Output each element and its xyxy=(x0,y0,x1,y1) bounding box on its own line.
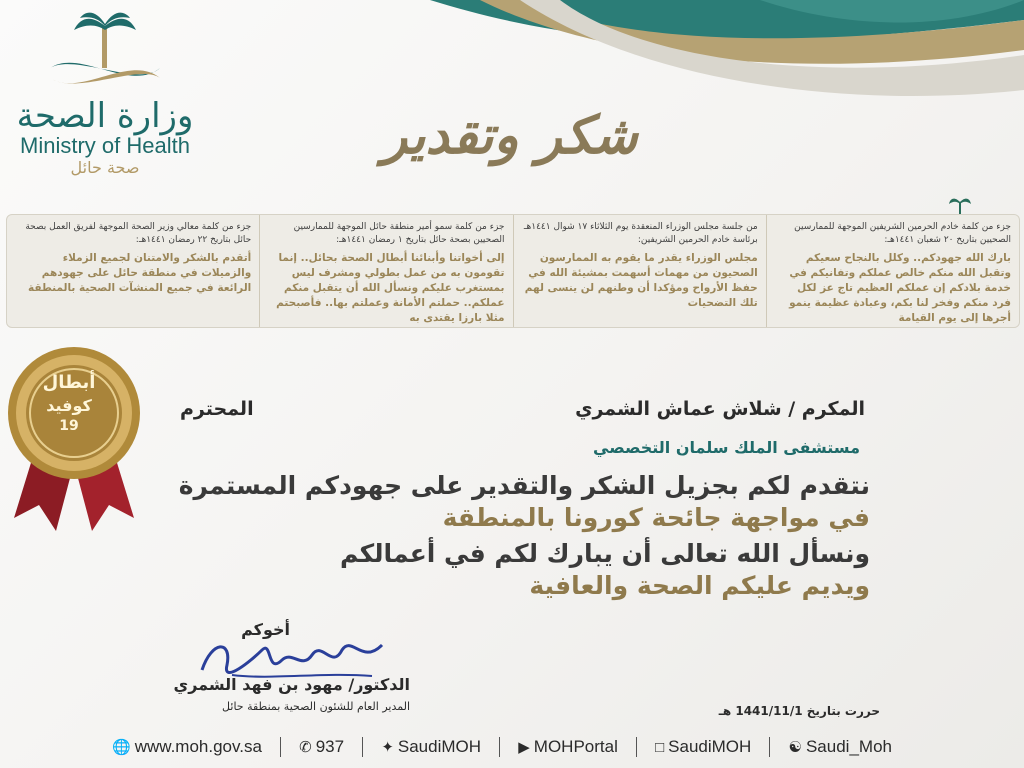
footer-phone[interactable] xyxy=(299,737,344,757)
honorific: المحترم xyxy=(180,398,254,420)
footer-separator xyxy=(636,737,637,757)
footer-website[interactable] xyxy=(112,737,262,757)
medal-line-1: أبطال xyxy=(42,372,96,393)
quote-source: من جلسة مجلس الوزراء المنعقدة يوم الثلاثاء ١٧ شوال ١٤٤١هـ برئاسة خادم الحرمين الشريفين: xyxy=(523,222,758,245)
phone-icon: ✆ xyxy=(299,739,312,756)
honoree-name: المكرم / شلاش عماش الشمري xyxy=(575,398,865,420)
footer-text: SaudiMOH xyxy=(668,737,752,756)
closing-word: أخوكم xyxy=(241,620,290,639)
signer-role: المدير العام للشئون الصحية بمنطقة حائل xyxy=(222,700,410,713)
quote-source: جزء من كلمة سمو أمير منطقة حائل الموجهة للممارسين الصحيين بصحة حائل بتاريخ ١ رمضان ١٤٤١هـ: xyxy=(293,222,505,245)
footer-contacts xyxy=(112,734,892,760)
footer-facebook[interactable] xyxy=(655,737,751,757)
quote-text: مجلس الوزراء يقدر ما يقوم به الممارسون الصحيون من مهمات أسهمت بمشيئة الله في حفظ الأرواح ومؤكدا أن وطنهم لن ينسى لهم تلك التضحيات xyxy=(524,252,758,309)
issue-date: حررت بتاريخ 1441/11/1 هـ xyxy=(718,704,880,718)
quotes-band xyxy=(6,214,1020,328)
certificate-title: شكر وتقدير xyxy=(382,105,638,166)
signer-name: الدكتور/ مهود بن فهد الشمري xyxy=(173,675,410,694)
globe-icon: 🌐 xyxy=(112,739,131,756)
message-line-4: ويديم عليكم الصحة والعافية xyxy=(529,571,870,600)
message-line-3: ونسأل الله تعالى أن يبارك لكم في أعمالكم xyxy=(340,539,870,568)
footer-separator xyxy=(499,737,500,757)
quote-minister xyxy=(7,215,259,327)
footer-twitter[interactable] xyxy=(381,737,481,757)
message-line-2: في مواجهة جائحة كورونا بالمنطقة xyxy=(442,503,870,532)
quote-text: بارك الله جهودكم.. وكلل بالنجاح سعيكم وتقبل الله منكم خالص عملكم وتفانيكم في خدمة بلادكم إن عملكم العظيم تاج عز لكل فرد منكم وفخر لنا بكم، وعبادة عظيمة ينمو أجرها إلى يوم القيامة xyxy=(789,252,1011,324)
twitter-icon: ✦ xyxy=(381,739,394,756)
quote-source: جزء من كلمة معالي وزير الصحة الموجهة لفريق العمل بصحة حائل بتاريخ ٢٢ رمضان ١٤٤١هـ: xyxy=(25,222,252,245)
medal-line-2: كوفيد xyxy=(46,396,92,415)
footer-separator xyxy=(280,737,281,757)
footer-snapchat[interactable] xyxy=(789,737,892,757)
quote-emir xyxy=(259,215,512,327)
ministry-arabic-name: وزارة الصحة xyxy=(16,96,194,136)
quote-text: إلى أخواتنا وأبنائنا أبطال الصحة بحائل.. إنما تقومون به من عمل بطولي ومشرف ليس بمستغرب عليكم ونسأل الله أن يتقبل منكم عملكم.. حملتم الأمانة وعملتم بها.. فأصبحتم مثلا بارزا يقتدى به xyxy=(276,252,505,324)
footer-text: Saudi_Moh xyxy=(805,737,892,756)
quote-source: جزء من كلمة خادم الحرمين الشريفين الموجهة للممارسين الصحيين بتاريخ ٢٠ شعبان ١٤٤١هـ: xyxy=(794,222,1011,245)
footer-text: SaudiMOH xyxy=(397,737,482,756)
snapchat-icon: ☯ xyxy=(788,739,802,756)
quote-cabinet xyxy=(513,215,766,327)
footer-separator xyxy=(769,737,770,757)
youtube-icon: ▶ xyxy=(518,739,530,756)
footer-youtube[interactable] xyxy=(518,737,618,757)
medal-line-3: 19 xyxy=(59,418,79,434)
facebook-icon: □ xyxy=(655,738,665,756)
quote-text: أتقدم بالشكر والامتنان لجميع الزملاء والزميلات في منطقة حائل على جهودهم الرائعة في جميع المنشآت الصحية بالمنطقة xyxy=(28,252,252,294)
hospital-name: مستشفى الملك سلمان التخصصي xyxy=(593,438,860,457)
message-line-1: نتقدم لكم بجزيل الشكر والتقدير على جهودكم المستمرة xyxy=(178,471,870,500)
footer-text: www.moh.gov.sa xyxy=(134,737,262,756)
footer-text: MOHPortal xyxy=(533,737,618,756)
palm-swords-emblem-icon xyxy=(30,8,180,98)
ministry-branch: صحة حائل xyxy=(70,158,140,177)
honoree-line xyxy=(180,398,865,420)
footer-separator xyxy=(362,737,363,757)
ministry-english-name: Ministry of Health xyxy=(20,133,190,158)
ministry-logo xyxy=(10,8,200,193)
footer-text: 937 xyxy=(315,737,345,756)
quote-king xyxy=(766,215,1019,327)
